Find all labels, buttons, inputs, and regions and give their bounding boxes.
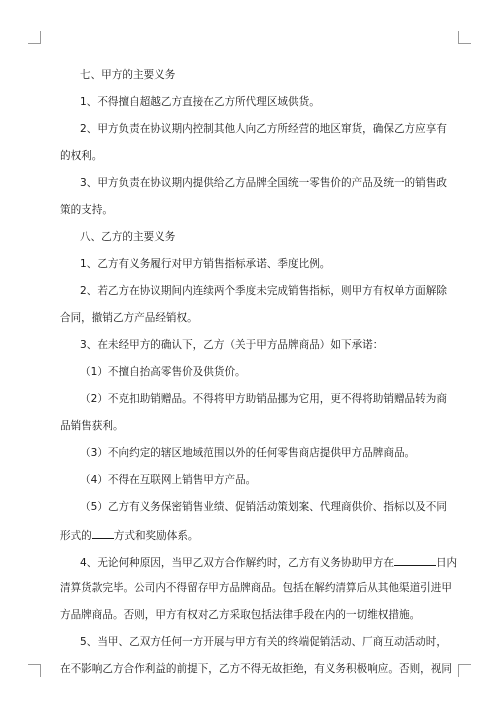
section-heading-7: 七、甲方的主要义务 [80, 69, 176, 81]
list-item: （3）不向约定的辖区地域范围以外的任何零售商店提供甲方品牌商品。 [80, 447, 416, 459]
text-segment: 方式和奖励体系。 [113, 530, 199, 542]
crop-mark-top-right [458, 31, 471, 44]
paragraph-line: 品销售获利。 [60, 420, 124, 432]
section-heading-8: 八、乙方的主要义务 [80, 231, 176, 243]
paragraph-line: 2、甲方负责在协议期内控制其他人向乙方所经营的地区窜货，确保乙方应享有 [80, 123, 447, 135]
list-item: （4）不得在互联网上销售甲方产品。 [80, 474, 257, 486]
text-segment: 形式的 [60, 530, 92, 542]
paragraph-line: 3、在未经甲方的确认下，乙方（关于甲方品牌商品）如下承诺： [80, 339, 384, 351]
paragraph-line: 方品牌商品。否则，甲方有权对乙方采取包括法律手段在内的一切维权措施。 [60, 609, 421, 621]
text-segment: 4、无论何种原因，当甲乙双方合作解约时，乙方有义务协助甲方在 [80, 557, 394, 569]
list-item: （1）不擅自抬高零售价及供货价。 [80, 366, 246, 378]
crop-mark-top-left [28, 31, 41, 44]
fill-in-blank[interactable] [92, 527, 114, 539]
paragraph-line: 在不影响乙方合作利益的前提下，乙方不得无故拒绝，有义务积极响应。否则，视同 [60, 663, 452, 675]
list-item: （2）不克扣助销赠品。不得将甲方助销品挪为它用，更不得将助销赠品转为商 [80, 393, 447, 405]
paragraph-line: 合同，撤销乙方产品经销权。 [60, 312, 198, 324]
paragraph-line: 5、当甲、乙双方任何一方开展与甲方有关的终端促销活动、厂商互动活动时， [80, 636, 447, 648]
fill-in-blank[interactable] [394, 554, 436, 566]
paragraph-line: 2、若乙方在协议期间内连续两个季度未完成销售指标，则甲方有权单方面解除 [80, 285, 447, 297]
paragraph-line: 1、不得擅自超越乙方直接在乙方所代理区域供货。 [80, 96, 320, 108]
paragraph-line: 1、乙方有义务履行对甲方销售指标承诺、季度比例。 [80, 258, 331, 270]
crop-mark-bottom-left [28, 664, 41, 677]
paragraph-line: 清算货款完毕。公司内不得留存甲方品牌商品。包括在解约清算后从其他渠道引进甲 [60, 582, 452, 594]
paragraph-line [60, 554, 460, 570]
crop-mark-bottom-right [458, 664, 471, 677]
paragraph-line: 的权利。 [60, 150, 103, 162]
paragraph-line: 策的支持。 [60, 204, 113, 216]
text-segment: 日内 [435, 557, 458, 569]
paragraph-line: 3、甲方负责在协议期内提供给乙方品牌全国统一零售价的产品及统一的销售政 [80, 177, 447, 189]
list-item: （5）乙方有义务保密销售业绩、促销活动策划案、代理商供价、指标以及不同 [80, 501, 447, 513]
paragraph-line [60, 527, 440, 543]
